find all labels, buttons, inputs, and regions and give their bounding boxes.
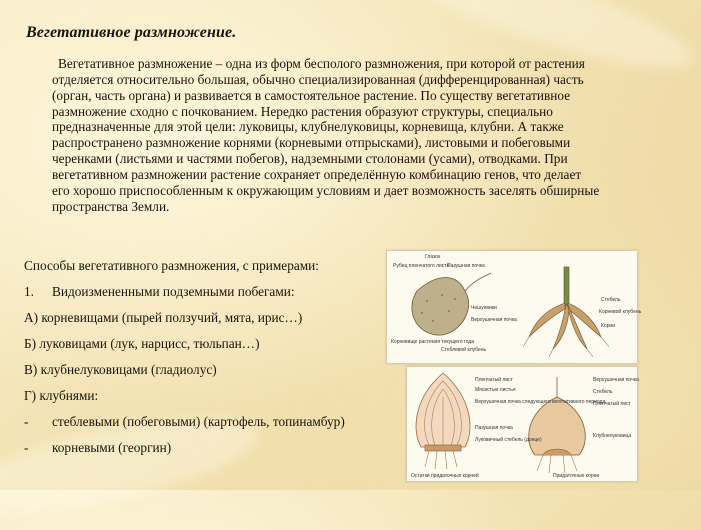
label-glazok: Глазок: [425, 254, 441, 260]
bulb-illustration: [406, 366, 638, 482]
label-verkh: Верхушечная почка: [471, 317, 517, 323]
stolon: [465, 273, 491, 291]
potato-tuber: [412, 278, 469, 336]
label-kornevishe: Корневище растения текущего года: [391, 339, 474, 345]
label-pazush-2: Пазушная почка: [475, 425, 513, 431]
label-korni: Корни: [601, 323, 616, 329]
label-myas: Мясистые листья: [475, 387, 516, 393]
list-number: 1.: [24, 284, 34, 299]
label-chesh: Чешуевики: [471, 305, 497, 311]
list-item: А) корневищами (пырей ползучий, мята, ирис…): [24, 310, 303, 325]
label-stebl-kl: Стеблевой клубень: [441, 347, 487, 353]
list-item: В) клубнелуковицами (гладиолус): [24, 362, 217, 377]
label-donce: Луковичный стебель (донце): [475, 437, 542, 443]
gladiolus-corm: [529, 377, 586, 473]
label-verkh-poch: Верхушечная почка следующего вегетативного периода: [475, 399, 606, 405]
label-klubnelukov: Клубнелуковица: [593, 433, 632, 439]
label-prid: Придаточные корни: [553, 473, 600, 479]
list-item-text: Видоизмененными подземными побегами:: [52, 284, 295, 299]
page-title: Вегетативное размножение.: [26, 24, 237, 41]
list-item: [24, 284, 295, 300]
list-item-text: корневыми (георгин): [52, 440, 172, 455]
list-item: [24, 440, 171, 456]
list-item: Б) луковицами (лук, нарцисс, тюльпан…): [24, 336, 260, 351]
list-item: [24, 414, 345, 430]
dahlia-root-tubers: [523, 267, 609, 357]
methods-heading: Способы вегетативного размножения, с примерами:: [24, 258, 319, 273]
onion-bulb: [416, 373, 470, 469]
intro-paragraph: Вегетативное размножение – одна из форм бесполого размножения, при которой от растения отделяется относительно большая, обычно специализированная (дифференцированная) часть (орган, часть органа) и развивается в самостоятельное растение. По существу вегетативное размножение сходно с почкованием. Нередко растения образуют структуры, специально предназначенные для этой цели: луковицы, клубнелуковицы, корневища, клубни. А также распространено размножение корнями (корневыми отпрысками), листовыми и побеговыми черенками (листьями и частями побегов), надземными столонами (усами), отводками. При вегетативном размножении растение сохраняет определённую комбинацию генов, что делает его хорошо приспособленным к окружающим условиям и дает возможность заселять обширные пространства Земли.: [52, 56, 600, 214]
label-stebel-2: Стебель: [593, 389, 613, 395]
label-ostatki: Остатки придаточных корней: [411, 473, 479, 479]
list-item: Г) клубнями:: [24, 388, 99, 403]
list-item-text: стеблевыми (побеговыми) (картофель, топинамбур): [52, 414, 345, 429]
list-dash: -: [24, 440, 29, 455]
bulb-diagram: [407, 367, 637, 481]
tuber-diagram: [387, 251, 642, 363]
label-verkh2: Верхушечная почка: [593, 377, 639, 383]
list-dash: -: [24, 414, 29, 429]
label-plenchat: Пленчатый лист: [475, 377, 513, 383]
label-pazush: Пазушная почка: [447, 263, 485, 269]
label-korn-kl: Корневой клубень: [599, 309, 642, 315]
label-stebel: Стебель: [601, 297, 621, 303]
label-rubets: Рубец пленчатого листа: [393, 263, 450, 269]
label-plen2: Пленчатый лист: [593, 401, 631, 407]
tuber-illustration: [386, 250, 642, 364]
